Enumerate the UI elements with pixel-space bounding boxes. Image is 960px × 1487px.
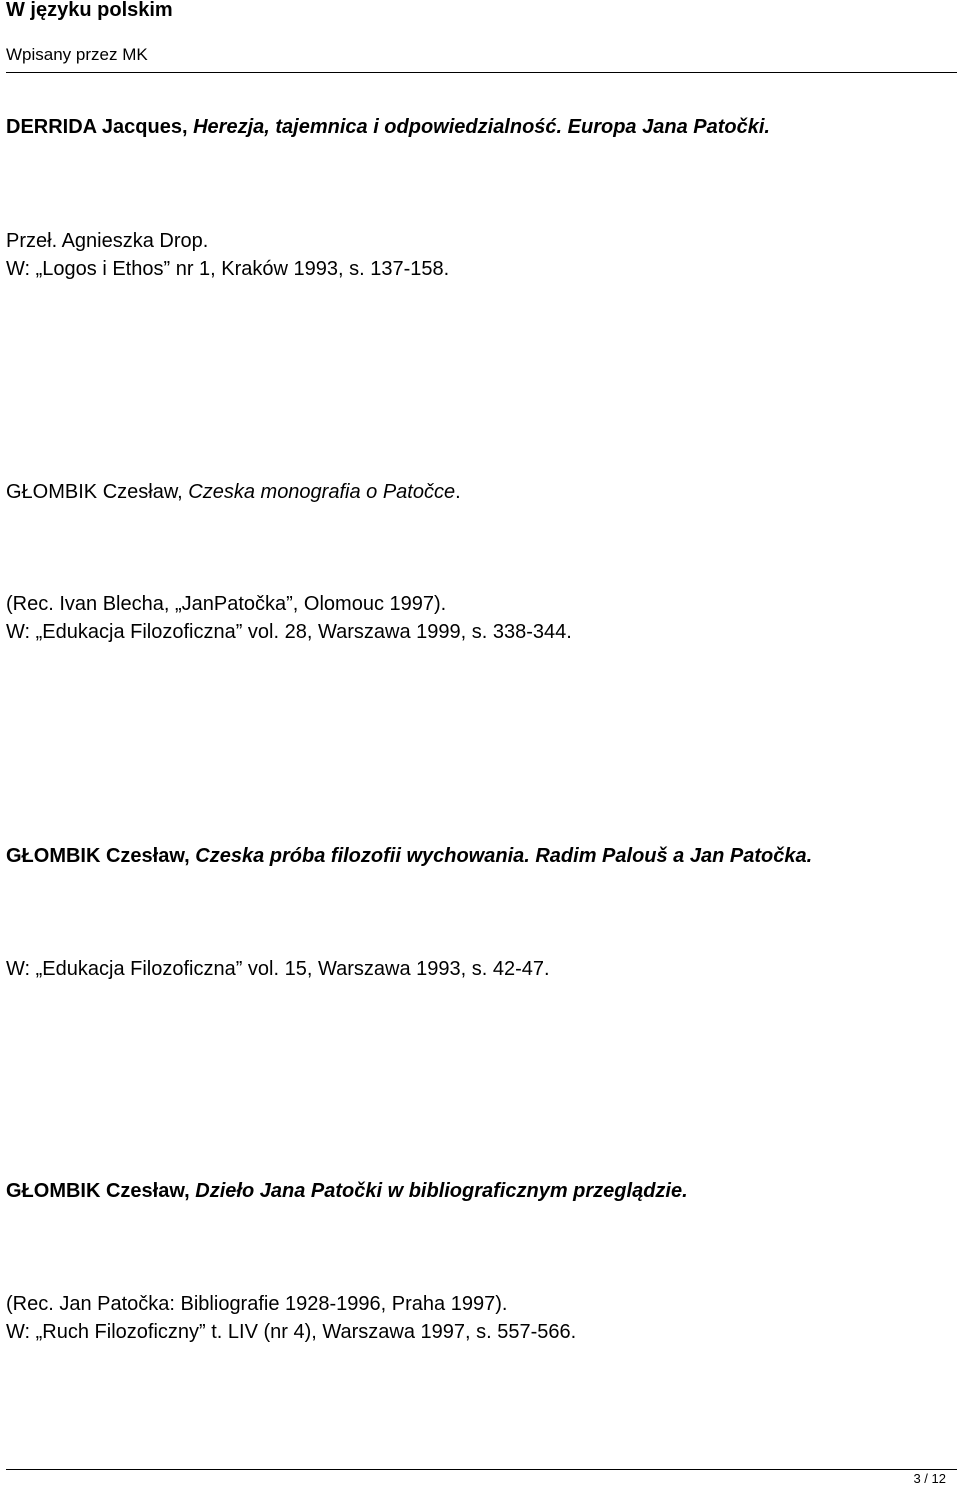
entry-title: Czeska monografia o Patočce [188,481,456,503]
entry-title: Dzieło Jana Patočki w bibliograficznym przeglądzie. [195,1180,688,1202]
entry-author: GŁOMBIK Czesław, [6,845,190,867]
entry-detail: (Rec. Ivan Blecha, „JanPatočka”, Olomouc 1997). [6,593,447,615]
entry-title: Czeska próba filozofii wychowania. Radim Palouš a Jan Patočka. [195,845,813,867]
entry-heading [6,843,812,869]
entry-detail: W: „Edukacja Filozoficzna” vol. 28, Warszawa 1999, s. 338-344. [6,621,572,643]
entry-detail: Przeł. Agnieszka Drop. [6,230,209,252]
header-divider [6,72,957,73]
page-number: 3 / 12 [913,1471,946,1486]
entry-author: DERRIDA Jacques, [6,116,188,138]
entry-author: GŁOMBIK Czesław, [6,481,183,503]
author-byline: Wpisany przez MK [6,45,148,64]
entry-detail: W: „Edukacja Filozoficzna” vol. 15, Warszawa 1993, s. 42-47. [6,958,550,980]
entry-title: Herezja, tajemnica i odpowiedzialność. Europa Jana Patočki. [193,116,770,138]
entry-heading [6,479,461,505]
page-title: W języku polskim [6,0,173,21]
entry-author: GŁOMBIK Czesław, [6,1180,190,1202]
entry-heading [6,1178,688,1204]
entry-detail: W: „Ruch Filozoficzny” t. LIV (nr 4), Warszawa 1997, s. 557-566. [6,1321,577,1343]
entry-heading [6,114,770,140]
entry-detail: (Rec. Jan Patočka: Bibliografie 1928-1996, Praha 1997). [6,1293,508,1315]
entry-title-suffix: . [455,481,461,503]
entry-detail: W: „Logos i Ethos” nr 1, Kraków 1993, s. 137-158. [6,258,450,280]
footer-divider [6,1469,957,1470]
